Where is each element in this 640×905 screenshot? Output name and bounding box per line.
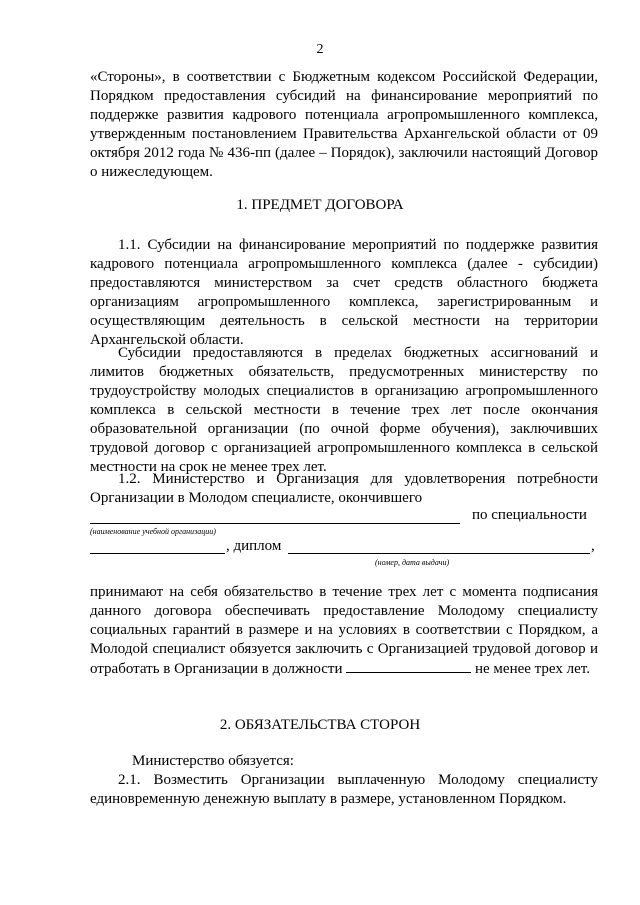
document-page: 2 «Стороны», в соответствии с Бюджетным кодексом Российской Федерации, Порядком предоставления субсидий на финансирование мероприятий по поддержке развития кадрового потенциала агропромышленного комплекса, утвержденным постановлением Правительства Архангельской области от 09 октября 2012 года № 436-пп (далее – Порядок), заключили настоящий Договор о нижеследующем. 1. ПРЕДМЕТ ДОГОВОРА 1.1. Субсидии на финансирование мероприятий по поддержке развития кадрового потенциала агропромышленного комплекса (далее - субсидии) предоставляются министерством за счет средств областного бюджета организациям агропромышленного комплекса, зарегистрированным и осуществляющим деятельность в сельской местности на территории Архангельской области. Субсидии предоставляются в пределах бюджетных ассигнований и лимитов бюджетных обязательств, предусмотренных министерству по трудоустройству молодых специалистов в организацию агропромышленного комплекса в сельской местности в течение трех лет после окончания образовательной организации (по очной форме обучения), заключивших трудовой договор с организацией агропромышленного комплекса в сельской местности на срок не менее трех лет. 1.2. Министерство и Организация для удовлетворения потребности Организации в Молодом специалисте, окончившего по специальности (наименование учебной организации) , диплом , (номер, дата выдачи) принимают на себя обязательство в течение трех лет с момента подписания данного договора обеспечивать предоставление Молодому специалисту социальных гарантий в размере и на условиях в соответствии с Порядком, а Молодой специалист обязуется заключить с Организацией трудовой договор и отработать в Организации в должности не менее трех лет. 2. ОБЯЗАТЕЛЬСТВА СТОРОН Министерство обязуется: 2.1. Возместить Организации выплаченную Молодому специалисту единовременную денежную выплату в размере, установленном Порядком. [0,0,640,905]
years-word: лет. [566,661,590,677]
ministry-obliged: Министерство обязуется: [132,753,294,769]
page-number: 2 [316,42,324,57]
section-2-heading: 2. ОБЯЗАТЕЛЬСТВА СТОРОН [219,717,421,733]
intro-paragraph: «Стороны», в соответствии с Бюджетным кодексом Российской Федерации, Порядком предоставления субсидий на финансирование мероприятий по поддержке развития кадрового потенциала агропромышленного комплекса, утвержденным постановлением Правительства Архангельской области от 09 октября 2012 года № 436-пп (далее – Порядок), заключили настоящий Договор о нижеследующем. [90,69,598,180]
clause-1-1: 1.1. Субсидии на финансирование мероприятий по поддержке развития кадрового потенциала агропромышленного комплекса (далее - субсидии) предоставляются министерством за счет средств областного бюджета организациям агропромышленного комплекса, зарегистрированным и осуществляющим деятельность в сельской местности на территории Архангельской области. [90,237,598,348]
section-1-heading: 1. ПРЕДМЕТ ДОГОВОРА [236,197,404,213]
position-blank-line [346,659,471,673]
institution-note: (наименование учебной организации) [90,527,216,536]
diploma-label: , диплом [226,538,282,554]
clause-1-2: 1.2. Министерство и Организация для удовлетворения потребности Организации в Молодом специалисте, окончившего [90,471,598,506]
specialty-label: по специальности [472,507,587,523]
obligation-paragraph: принимают на себя обязательство в течение трех лет с момента подписания данного договора обеспечивать предоставление Молодому специалисту социальных гарантий в размере и на условиях в соответствии с Порядком, а Молодой специалист обязуется заключить с Организацией трудовой договор и отработать в Организации в должности не менее трех лет. [90,584,598,677]
min-term-label: не менее трех [475,661,563,677]
clause-1-1-subsidy-limits: Субсидии предоставляются в пределах бюджетных ассигнований и лимитов бюджетных обязательств, предусмотренных министерству по трудоустройству молодых специалистов в организацию агропромышленного комплекса в сельской местности в течение трех лет после окончания образовательной организации (по очной форме обучения), заключивших трудовой договор с организацией агропромышленного комплекса в сельской местности на срок не менее трех лет. [90,345,598,475]
specialty-blank-line [90,553,225,554]
diploma-blank-line [288,553,590,554]
diploma-note: (номер, дата выдачи) [375,558,450,567]
clause-2-1: 2.1. Возместить Организации выплаченную Молодому специалисту единовременную денежную выплату в размере, установленном Порядком. [90,772,598,807]
institution-blank-line [90,523,460,524]
